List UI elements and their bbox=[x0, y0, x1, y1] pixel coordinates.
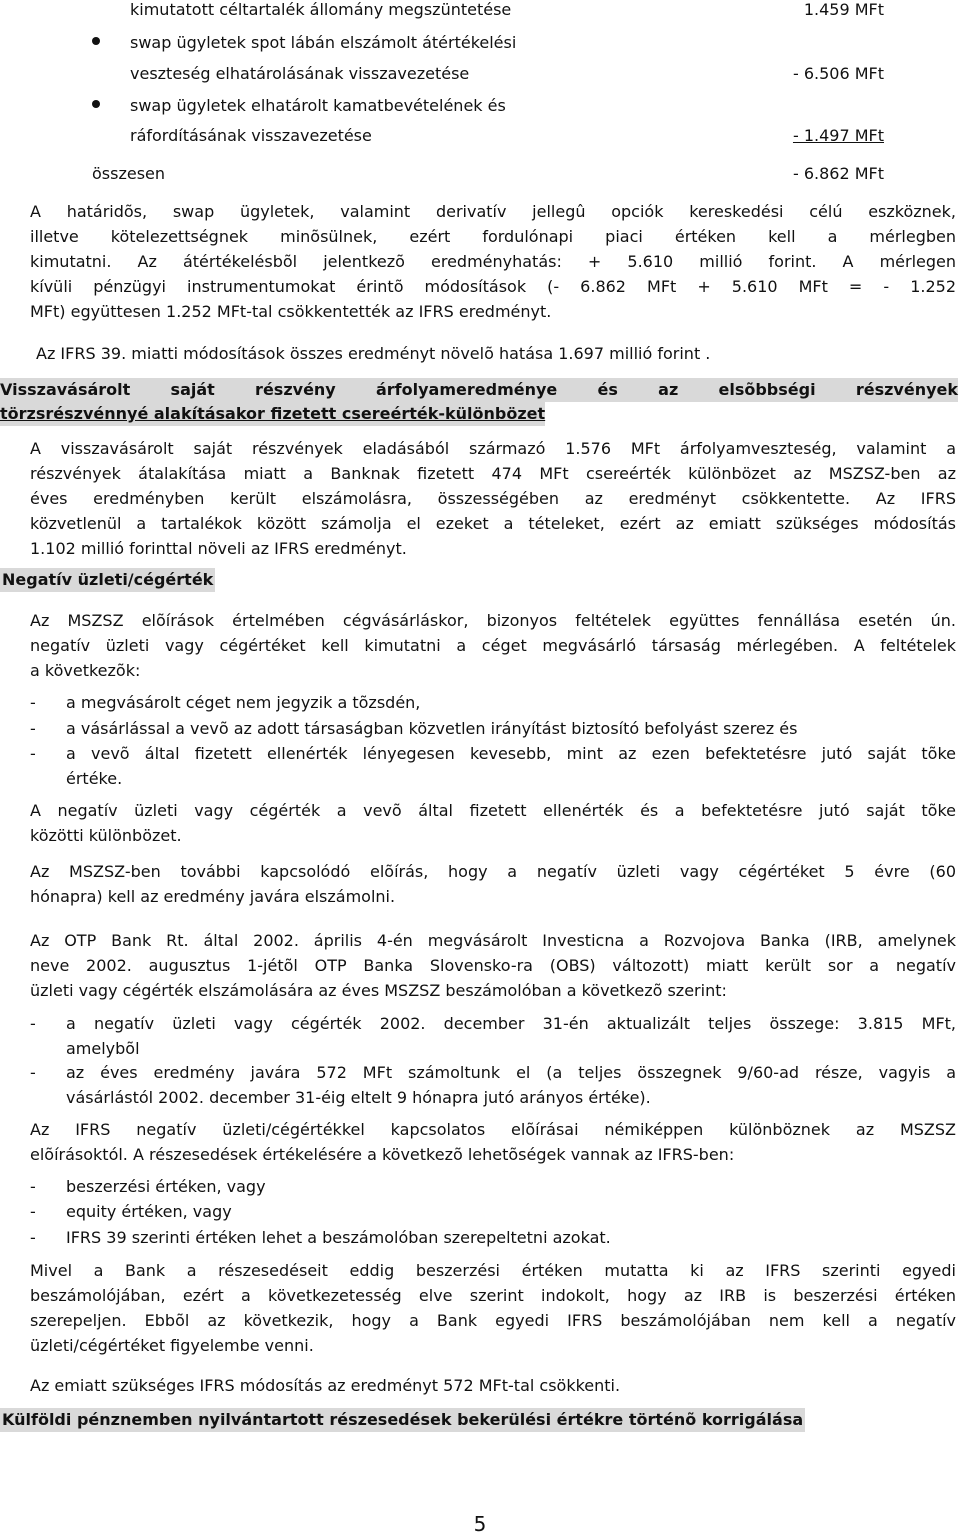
summary-total-amount: - 6.862 MFt bbox=[792, 164, 884, 183]
summary-item1-amount: - 6.506 MFt bbox=[792, 64, 884, 83]
heading-line: Visszavásárolt saját részvény árfolyameredménye és az elsõbbségi részvények bbox=[0, 378, 958, 402]
paragraph-treasury-shares bbox=[30, 436, 956, 561]
list-item: beszerzési értéken, vagy bbox=[66, 1177, 266, 1196]
text-line: az éves eredmény javára 572 MFt számoltunk el (a teljes összegnek 9/60-ad része, vagyis a bbox=[66, 1063, 956, 1082]
text-line: éves eredményben került elszámolásra, összességében az eredményt csökkentette. Az IFRS bbox=[30, 489, 956, 508]
list-dash: - bbox=[30, 1014, 36, 1033]
list-dash: - bbox=[30, 1177, 36, 1196]
section-heading-treasury-shares bbox=[0, 378, 958, 426]
summary-item2-amount: - 1.497 MFt bbox=[792, 126, 884, 145]
text-line: vásárlástól 2002. december 31-éig eltelt 9 hónapra jutó arányos értéke). bbox=[66, 1088, 651, 1107]
text-line: negatív üzleti vagy cégértéket kell kimutatni a céget megvásárló társaság mérlegében. A feltételek bbox=[30, 636, 956, 655]
paragraph-investicna bbox=[30, 928, 956, 1003]
list-dash: - bbox=[30, 1228, 36, 1247]
list-item: equity értéken, vagy bbox=[66, 1202, 232, 1221]
text-line: Az MSZSZ-ben további kapcsolódó elõírás, hogy a negatív üzleti vagy cégértéket 5 évre (60 bbox=[30, 862, 956, 881]
list-item bbox=[66, 716, 956, 741]
text-line: elõírásoktól. A részesedések értékelésére a következõ lehetõségek vannak az IFRS-ben: bbox=[30, 1145, 735, 1164]
list-item: IFRS 39 szerinti értéken lehet a beszámolóban szerepeltetni azokat. bbox=[66, 1228, 611, 1247]
paragraph-ifrs-differences bbox=[30, 1117, 956, 1167]
text-line: 1.102 millió forinttal növeli az IFRS eredményt. bbox=[30, 539, 407, 558]
text-line: kívüli pénzügyi instrumentumokat érintõ módosítások (- 6.862 MFt + 5.610 MFt = - 1.252 bbox=[30, 277, 956, 296]
summary-item2-line2: ráfordításának visszavezetése bbox=[130, 126, 372, 145]
text-line: neve 2002. augusztus 1-jétõl OTP Banka Slovensko-ra (OBS) változott) miatt került sor a negatív bbox=[30, 956, 956, 975]
list-item bbox=[66, 1060, 956, 1110]
list-dash: - bbox=[30, 1202, 36, 1221]
text-line: közvetlenül a tartalékok között számolja el ezeket a tételeket, ezért az emiatt szükséges módosítás bbox=[30, 514, 956, 533]
summary-item2-line1: swap ügyletek elhatárolt kamatbevételének és bbox=[130, 96, 506, 115]
paragraph-cost-method bbox=[30, 1258, 956, 1358]
summary-item1-line1: swap ügyletek spot lábán elszámolt átértékelési bbox=[130, 33, 517, 52]
list-item bbox=[66, 1011, 956, 1061]
list-dash: - bbox=[30, 744, 36, 763]
summary-item1-line2: veszteség elhatárolásának visszavezetése bbox=[130, 64, 470, 83]
text-line: Az MSZSZ elõírások értelmében cégvásárláskor, bizonyos feltételek együttes fennállása esetén ún. bbox=[30, 611, 956, 630]
text-line: hónapra) kell az eredmény javára elszámolni. bbox=[30, 887, 396, 906]
bullet-icon bbox=[92, 37, 100, 45]
summary-line0-amount: 1.459 MFt bbox=[803, 0, 884, 19]
text-line: illetve kötelezettségnek minõsülnek, ezért fordulónapi piaci értéken kell a mérlegben bbox=[30, 227, 956, 246]
text-line: üzleti vagy cégérték elszámolására az éves MSZSZ beszámolóban a következõ szerint: bbox=[30, 981, 727, 1000]
text-line: Mivel a Bank a részesedéseit eddig beszerzési értéken mutatta ki az IFRS szerinti egyedi bbox=[30, 1261, 956, 1280]
paragraph-five-year-rule bbox=[30, 859, 956, 909]
list-dash: - bbox=[30, 693, 36, 712]
text-line: kimutatni. Az átértékelésbõl jelentkezõ eredményhatás: + 5.610 millió forint. A mérlegen bbox=[30, 252, 956, 271]
summary-line0-text: kimutatott céltartalék állomány megszüntetése bbox=[130, 0, 512, 19]
text-line: értéke. bbox=[66, 769, 123, 788]
text-line: a megvásárolt céget nem jegyzik a tõzsdén, bbox=[66, 693, 421, 712]
text-line: Az IFRS negatív üzleti/cégértékkel kapcsolatos elõírásai némiképpen különböznek az MSZSZ bbox=[30, 1120, 956, 1139]
section-heading-negative-goodwill: Negatív üzleti/cégérték bbox=[0, 568, 215, 592]
text-line: a vásárlással a vevõ az adott társaságban közvetlen irányítást biztosító befolyást szerez és bbox=[66, 719, 798, 738]
paragraph-mszsz-rules bbox=[30, 608, 956, 683]
bullet-icon bbox=[92, 100, 100, 108]
text-line: beszámolójában, ezért a következetesség elve szerint indokolt, hogy az IRB is beszerzési értéken bbox=[30, 1286, 956, 1305]
text-line: MFt) együttesen 1.252 MFt-tal csökkentették az IFRS eredményt. bbox=[30, 302, 552, 321]
paragraph-derivatives bbox=[30, 199, 956, 324]
text-line: amelybõl bbox=[66, 1039, 140, 1058]
list-item bbox=[66, 690, 956, 715]
text-line: üzleti/cégértéket figyelembe venni. bbox=[30, 1336, 314, 1355]
text-line: közötti különbözet. bbox=[30, 826, 182, 845]
section-heading-foreign-currency: Külföldi pénznemben nyilvántartott részesedések bekerülési értékre történõ korrigálása bbox=[0, 1408, 805, 1432]
text-line: A határidõs, swap ügyletek, valamint derivatív jellegû opciók kereskedési célú eszköznek, bbox=[30, 202, 956, 221]
paragraph-negative-goodwill-definition bbox=[30, 798, 956, 848]
text-line: A negatív üzleti vagy cégérték a vevõ által fizetett ellenérték és a befektetésre jutó saját tõke bbox=[30, 801, 956, 820]
text-line: a negatív üzleti vagy cégérték 2002. december 31-én aktualizált teljes összege: 3.815 MFt, bbox=[66, 1014, 956, 1033]
text-line: a következõk: bbox=[30, 661, 141, 680]
text-line: a vevõ által fizetett ellenérték lényegesen kevesebb, mint az ezen befektetésre jutó saját tõke bbox=[66, 744, 956, 763]
heading-line: törzsrészvénnyé alakításakor fizetett csereérték-különbözet bbox=[0, 402, 545, 426]
list-dash: - bbox=[30, 719, 36, 738]
summary-total-label: összesen bbox=[92, 164, 166, 183]
text-line: szerepeljen. Ebbõl az következik, hogy a Bank egyedi IFRS beszámolójában nem kell a negatív bbox=[30, 1311, 956, 1330]
text-line: A visszavásárolt saját részvények eladásából származó 1.576 MFt árfolyamveszteség, valamint a bbox=[30, 439, 956, 458]
text-line: részvények átalakítása miatt a Banknak fizetett 474 MFt csereérték különbözet az MSZSZ-ben az bbox=[30, 464, 956, 483]
list-item bbox=[66, 741, 956, 791]
paragraph-ifrs39-effect: Az IFRS 39. miatti módosítások összes eredményt növelõ hatása 1.697 millió forint . bbox=[36, 344, 711, 363]
paragraph-ifrs-adjustment: Az emiatt szükséges IFRS módosítás az eredményt 572 MFt-tal csökkenti. bbox=[30, 1376, 621, 1395]
list-dash: - bbox=[30, 1063, 36, 1082]
page-number: 5 bbox=[473, 1512, 487, 1536]
text-line: Az OTP Bank Rt. által 2002. április 4-én megvásárolt Investicna a Rozvojova Banka (IRB, amelynek bbox=[30, 931, 956, 950]
